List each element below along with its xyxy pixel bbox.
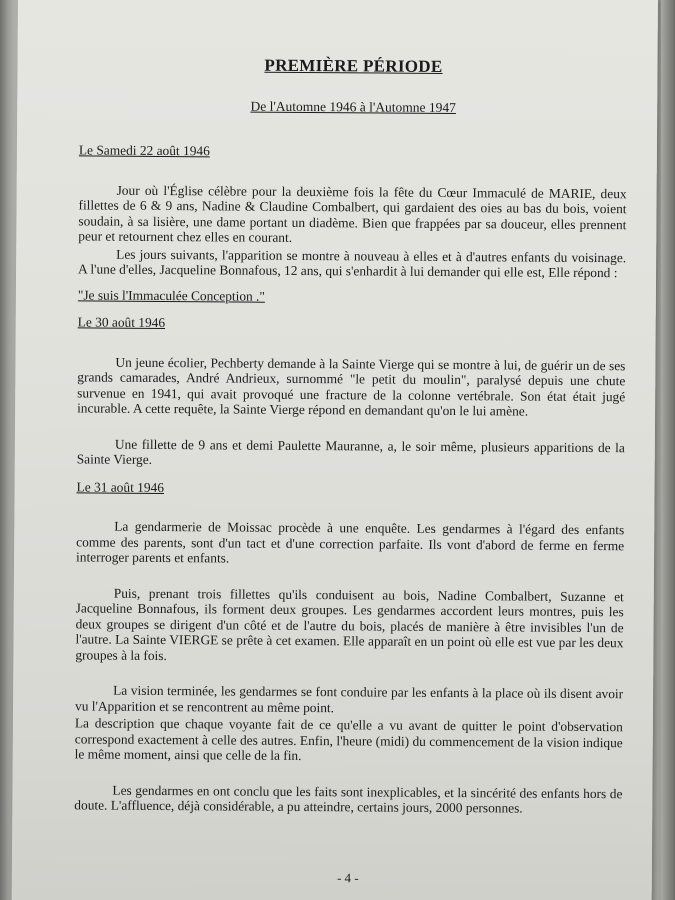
- paragraph: La description que chaque voyante fait de ce qu'elle a vu avant de quitter le point d'observation correspond exactement à celle des autres. Enfin, l'heure (midi) du commencement de la vision indique le même moment, ainsi que celle de la fin.: [74, 715, 623, 763]
- binding-edge: [661, 0, 675, 900]
- page-title: PREMIÈRE PÉRIODE: [264, 55, 443, 76]
- page-content: [74, 55, 627, 886]
- paragraph: La vision terminée, les gendarmes se font conduire par les enfants à la place où ils disent avoir vu l'Apparition et se rencontrent au même point.: [74, 682, 624, 715]
- page-subtitle: De l'Automne 1946 à l'Automne 1947: [250, 98, 457, 115]
- section-date: Le 30 août 1946: [77, 314, 166, 331]
- paragraph: Jour où l'Église célèbre pour la deuxième fois la fête du Cœur Immaculé de MARIE, deux fillettes de 6 & 9 ans, Nadine & Claudine Combalbert, qui gardaient des oies au bas du bois, voient soudain, à sa lisière, une dame portant un diadème. Bien que frappées par sa douceur, elles prennent peur et retournent chez elles en courant.: [78, 182, 627, 245]
- paragraph: Puis, prenant trois fillettes qu'ils conduisent au bois, Nadine Combalbert, Suzanne et Jacqueline Bonnafous, ils forment deux groupes. Les gendarmes accordent leurs montres, puis les deux groupes se dirigent d'un côté et de l'autre du bois, placés de manière à être invisibles l'un de l'autre. La Sainte VIERGE se prête à cet examen. Elle apparaît en un point où elle est vue par les deux groupes à la fois.: [75, 585, 624, 663]
- paragraph: Les jours suivants, l'apparition se montre à nouveau à elles et à d'autres enfants du voisinage. A l'une d'elles, Jacqueline Bonnafous, 12 ans, qui s'enhardit à lui demander qui elle est, Elle répond :: [78, 246, 627, 281]
- section-date: Le 31 août 1946: [76, 478, 165, 495]
- section-date: Le Samedi 22 août 1946: [78, 142, 210, 159]
- paragraph: Une fillette de 9 ans et demi Paulette Mauranne, a, le soir même, plusieurs apparitions de la Sainte Vierge.: [76, 436, 625, 467]
- quote: "Je suis l'Immaculée Conception .": [77, 286, 265, 304]
- paragraph: La gendarmerie de Moissac procède à une enquête. Les gendarmes à l'égard des enfants comme des parents, sont d'un tact et d'une correction parfaite. Ils vont d'abord de ferme en ferme interroger parents et enfants.: [76, 518, 625, 566]
- page-number: - 4 -: [336, 870, 359, 886]
- document-page: [12, 0, 658, 900]
- paragraph: Un jeune écolier, Pechberty demande à la Sainte Vierge qui se montre à lui, de guérir un de ses grands camarades, André Andrieux, surnommé "le petit du moulin", paralysé depuis une chute survenue en 1941, qui avait provoqué une fracture de la colonne vertébrale. Son état était jugé incurable. A cette requête, la Sainte Vierge répond en demandant qu'on le lui amène.: [77, 354, 626, 419]
- paragraph: Les gendarmes en ont conclu que les faits sont inexplicables, et la sincérité des enfants hors de doute. L'affluence, déjà considérable, a pu atteindre, certains jours, 2000 personnes.: [74, 782, 623, 816]
